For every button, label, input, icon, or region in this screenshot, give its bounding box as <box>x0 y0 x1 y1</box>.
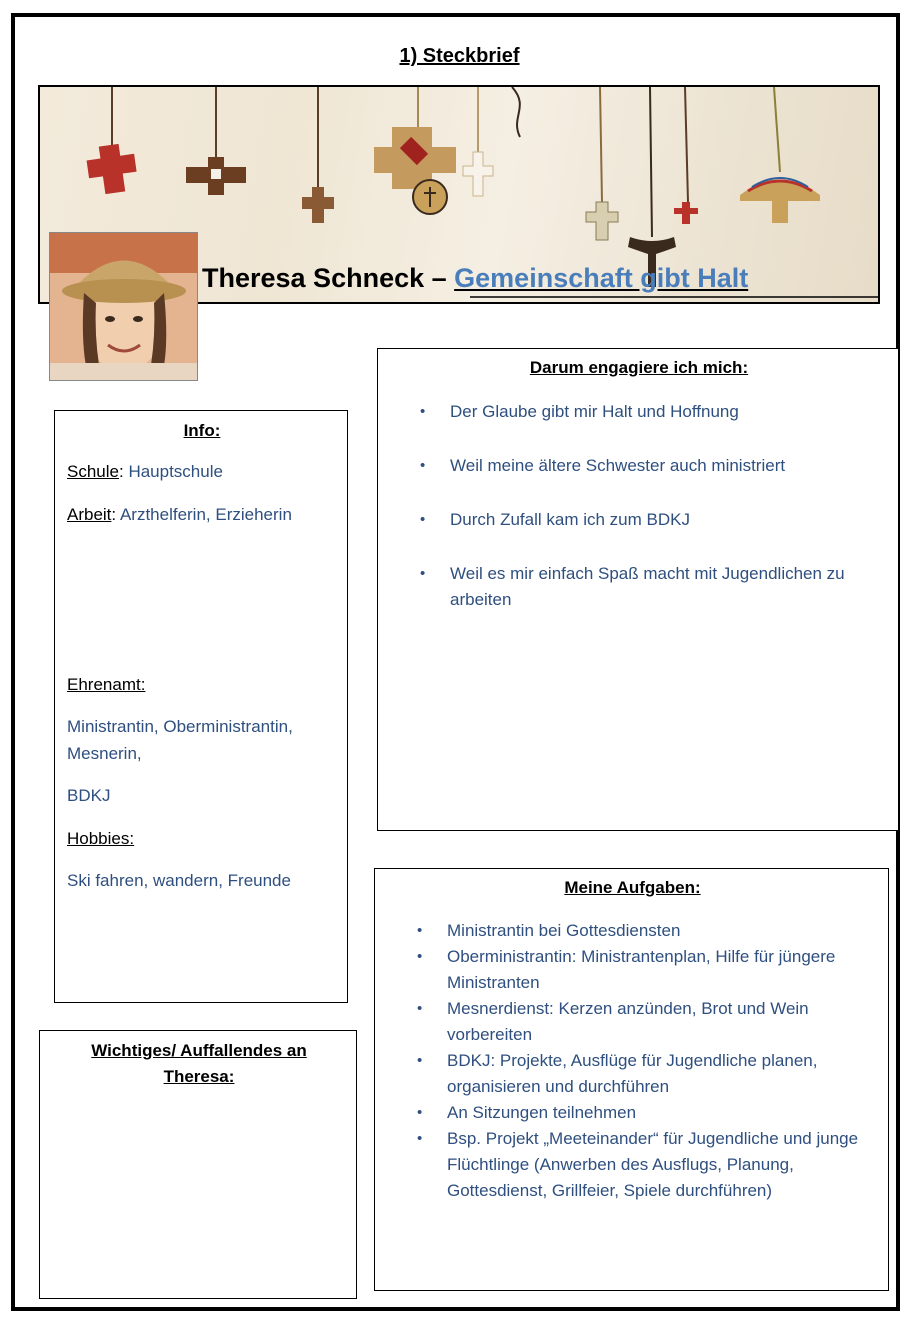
schule-value: Hauptschule <box>128 462 223 481</box>
notable-heading-line-1: Wichtiges/ Auffallendes an <box>91 1041 307 1060</box>
ehrenamt-line-2: Mesnerin, <box>67 744 142 763</box>
list-item: • Weil es mir einfach Spaß macht mit Jugendlichen zu arbeiten <box>420 561 890 613</box>
notable-box <box>39 1030 357 1299</box>
list-item: • Ministrantin bei Gottesdiensten <box>417 918 872 944</box>
reasons-list <box>420 399 890 613</box>
notable-heading-line-2: Theresa: <box>163 1067 235 1086</box>
hobbies-label: Hobbies: <box>67 829 135 848</box>
portrait-illustration <box>50 233 198 381</box>
info-arbeit-row: Arbeit: Arzthelferin, Erzieherin <box>67 505 292 524</box>
list-item: • Mesnerdienst: Kerzen anzünden, Brot und Wein vorbereiten <box>417 996 872 1048</box>
header-name-line <box>202 263 748 294</box>
tasks-box <box>374 868 889 1291</box>
list-item: • Oberministrantin: Ministrantenplan, Hilfe für jüngere Ministranten <box>417 944 872 996</box>
tasks-heading: Meine Aufgaben: <box>564 878 701 897</box>
info-box <box>54 410 348 1003</box>
tasks-list <box>417 918 872 1204</box>
portrait-photo <box>49 232 198 381</box>
list-item: • An Sitzungen teilnehmen <box>417 1100 872 1126</box>
list-item: • Bsp. Projekt „Meeteinander“ für Jugendliche und junge Flüchtlinge (Anwerben des Ausflugs, Planung, Gottesdienst, Grillfeier, Spiele durchführen) <box>417 1126 872 1204</box>
schule-label: Schule <box>67 462 119 481</box>
ehrenamt-line-1: Ministrantin, Oberministrantin, <box>67 717 293 736</box>
list-item: • Der Glaube gibt mir Halt und Hoffnung <box>420 399 890 425</box>
list-item: • BDKJ: Projekte, Ausflüge für Jugendliche planen, organisieren und durchführen <box>417 1048 872 1100</box>
motto-link[interactable]: Gemeinschaft gibt Halt <box>454 263 749 293</box>
list-item: • Durch Zufall kam ich zum BDKJ <box>420 507 890 533</box>
reasons-heading: Darum engagiere ich mich: <box>529 358 749 377</box>
arbeit-value: Arzthelferin, Erzieherin <box>119 505 292 524</box>
ehrenamt-label: Ehrenamt: <box>67 675 146 694</box>
arbeit-label: Arbeit <box>67 505 112 524</box>
page-title: 1) Steckbrief <box>399 45 520 67</box>
hobbies-value: Ski fahren, wandern, Freunde <box>67 871 291 890</box>
person-name: Theresa Schneck – <box>202 263 447 293</box>
reasons-box <box>377 348 899 831</box>
info-heading: Info: <box>183 421 221 440</box>
list-item: • Weil meine ältere Schwester auch ministriert <box>420 453 890 479</box>
ehrenamt-line-3: BDKJ <box>67 786 111 805</box>
info-schule-row: Schule: Hauptschule <box>67 462 223 481</box>
